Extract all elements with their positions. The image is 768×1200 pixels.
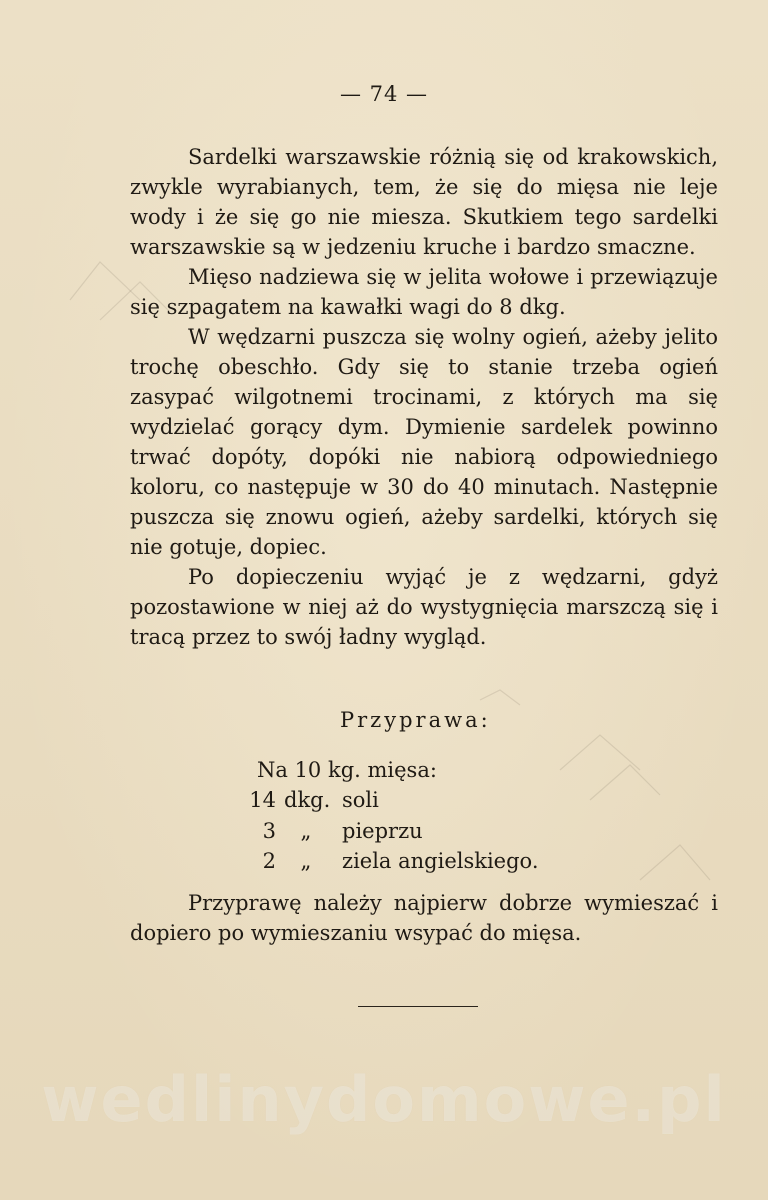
ingredient-qty: 3 <box>262 819 276 843</box>
paragraph-1: Sardelki warszawskie różnią się od krakowskich, zwykle wyrabianych, tem, że się do mięsa nie leje wody i że się go nie miesza. Skutkiem tego sardelki warszawskie są w jedzeniu kruche i bardzo smaczne. <box>130 145 718 259</box>
section-divider <box>358 1006 478 1007</box>
page-number: — 74 — <box>339 82 429 106</box>
main-text <box>130 142 718 652</box>
closing-paragraph: Przyprawę należy najpierw dobrze wymieszać i dopiero po wymieszaniu wsypać do mięsa. <box>130 891 718 945</box>
ingredient-unit: „ <box>300 849 312 873</box>
ingredient-unit: dkg. <box>284 788 331 812</box>
ingredient-qty: 14 <box>249 788 276 812</box>
ingredient-name: ziela angielskiego. <box>342 849 539 873</box>
ingredient-row <box>244 788 604 818</box>
paragraph-3: W wędzarni puszcza się wolny ogień, ażeby jelito trochę obeschło. Gdy się to stanie trzeba ogień zasypać wilgotnemi trocinami, z których ma się wydzielać gorący dym. Dymienie sardelek powinno trwać dopóty, dopóki nie nabiorą odpowiedniego koloru, co następuje w 30 do 40 minutach. Następnie puszcza się znowu ogień, ażeby sardelki, których się nie gotuje, dopiec. <box>130 325 718 559</box>
ingredient-name: soli <box>342 788 379 812</box>
ingredient-qty: 2 <box>262 849 276 873</box>
paragraph-2: Mięso nadziewa się w jelita wołowe i przewiązuje się szpagatem na kawałki wagi do 8 dkg. <box>130 265 718 319</box>
ingredient-unit: „ <box>300 819 312 843</box>
ingredient-row <box>244 849 604 879</box>
ingredient-row <box>244 819 604 849</box>
recipe-base-amount: Na 10 kg. mięsa: <box>257 758 437 782</box>
recipe-title: Przyprawa: <box>340 708 491 732</box>
ingredient-name: pieprzu <box>342 819 423 843</box>
paragraph-4: Po dopieczeniu wyjąć je z wędzarni, gdyż pozostawione w niej aż do wystygnięcia marszczą się i tracą przez to swój ładny wygląd. <box>130 565 718 649</box>
site-watermark: wedlinydomowe.pl <box>41 1063 727 1136</box>
